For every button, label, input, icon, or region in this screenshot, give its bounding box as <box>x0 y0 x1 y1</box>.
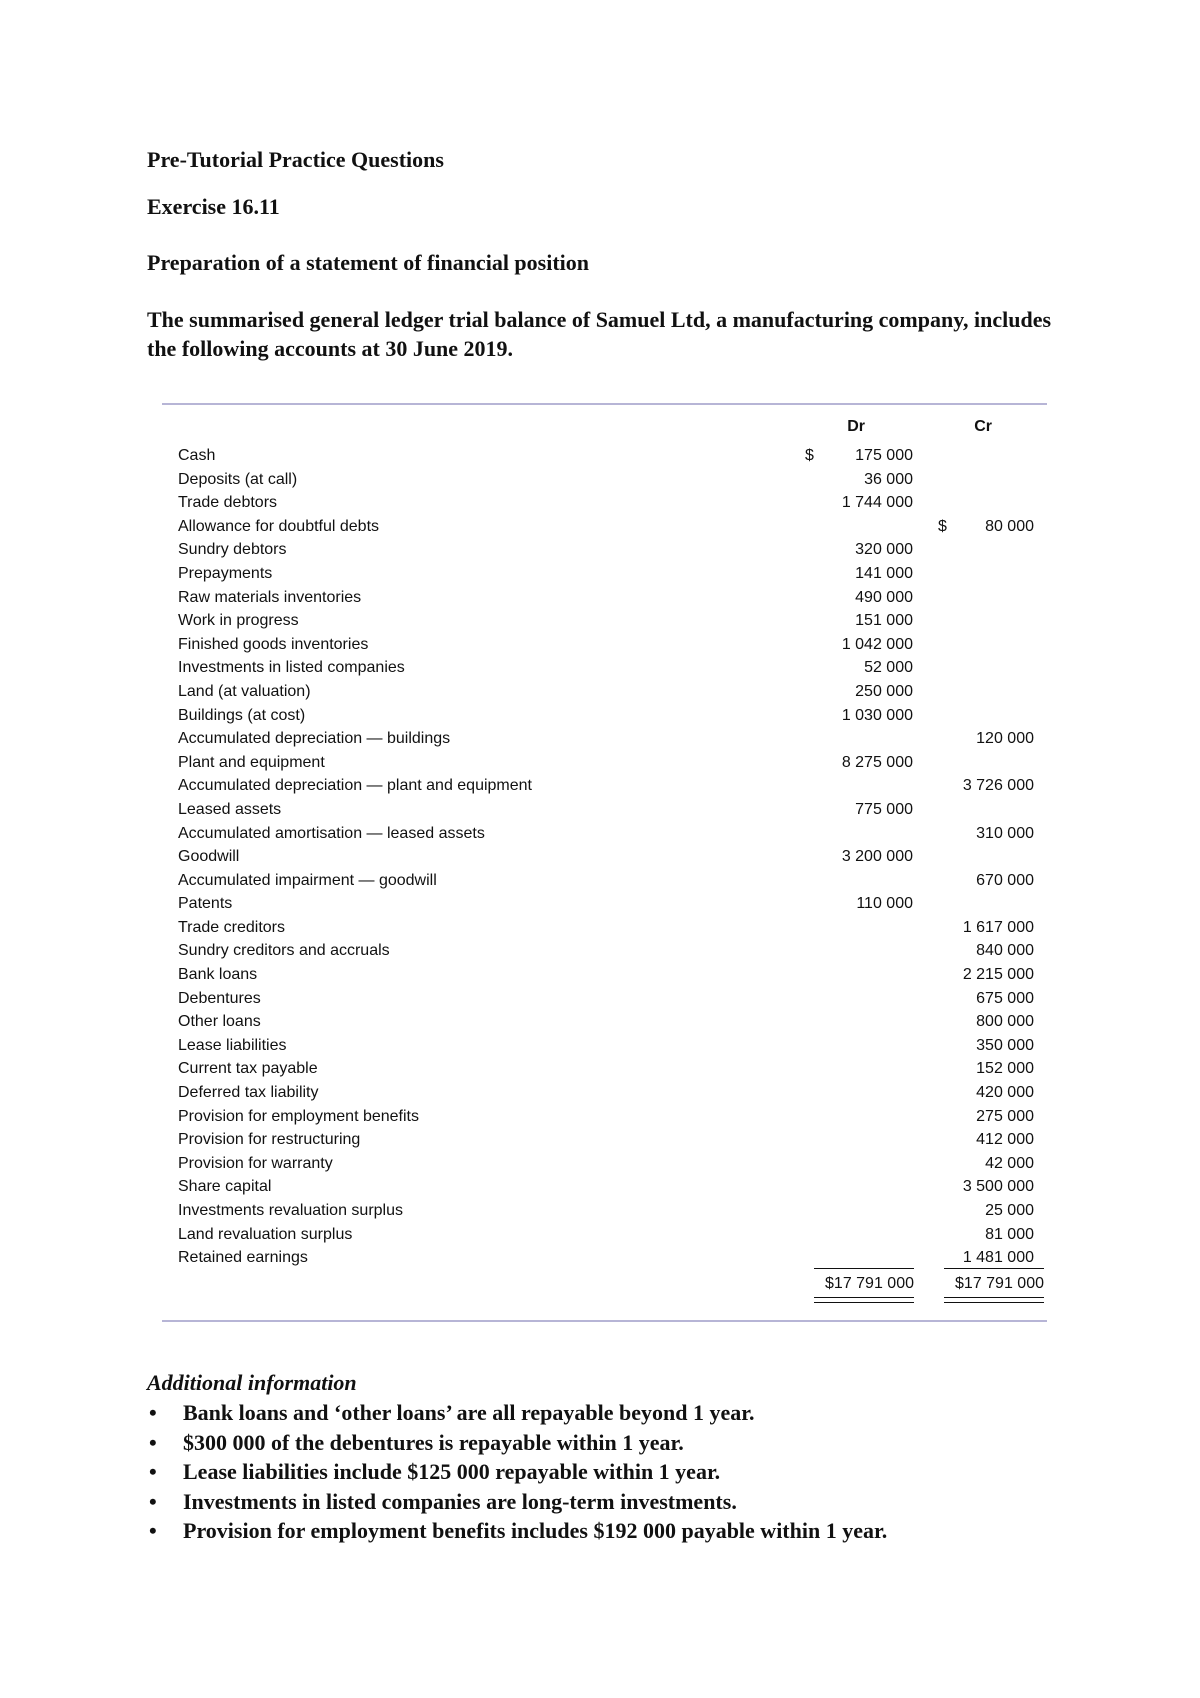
totals-row <box>178 1268 1047 1304</box>
cr-amount: 420 000 <box>976 1084 1034 1102</box>
account-name: Raw materials inventories <box>178 588 362 606</box>
account-name: Bank loans <box>178 966 258 984</box>
dr-amount: 1 042 000 <box>841 635 913 653</box>
cr-amount: 80 000 <box>985 517 1034 535</box>
list-item <box>147 1516 887 1546</box>
intro-paragraph: The summarised general ledger trial balance of Samuel Ltd, a manufacturing company, includes the following accounts at 30 June 2019. <box>147 307 1052 361</box>
account-name: Work in progress <box>178 612 299 630</box>
list-item <box>147 1457 887 1487</box>
account-name: Accumulated amortisation — leased assets <box>178 824 485 842</box>
cr-amount: 152 000 <box>976 1060 1034 1078</box>
cr-amount: 2 215 000 <box>962 966 1034 984</box>
account-name: Allowance for doubtful debts <box>178 517 380 535</box>
table-row <box>178 751 1047 775</box>
dr-amount: 3 200 000 <box>841 848 913 866</box>
cr-amount: 675 000 <box>976 989 1034 1007</box>
account-name: Lease liabilities <box>178 1036 287 1054</box>
list-item-text: Provision for employment benefits includes $192 000 payable within 1 year. <box>183 1518 888 1543</box>
table-row <box>178 1246 1047 1270</box>
dr-amount: 1 744 000 <box>841 494 913 512</box>
cr-amount: 275 000 <box>976 1107 1034 1125</box>
list-item <box>147 1487 887 1517</box>
table-row <box>178 822 1047 846</box>
account-name: Debentures <box>178 989 261 1007</box>
table-row <box>178 444 1047 468</box>
table-row <box>178 1034 1047 1058</box>
dr-amount: 151 000 <box>855 612 913 630</box>
dr-amount: 175 000 <box>855 447 913 464</box>
account-name: Current tax payable <box>178 1060 318 1078</box>
table-row <box>178 1223 1047 1247</box>
table-bottom-rule <box>162 1320 1047 1322</box>
account-name: Provision for restructuring <box>178 1131 361 1149</box>
cr-amount: 42 000 <box>985 1154 1034 1172</box>
account-name: Prepayments <box>178 564 273 582</box>
account-name: Cash <box>178 447 216 464</box>
account-name: Patents <box>178 895 233 913</box>
cr-amount: 310 000 <box>976 824 1034 842</box>
table-row <box>178 845 1047 869</box>
table-row <box>178 633 1047 657</box>
dr-amount: 8 275 000 <box>841 753 913 771</box>
account-name: Land revaluation surplus <box>178 1225 353 1243</box>
table-row <box>178 1128 1047 1152</box>
table-row <box>178 562 1047 586</box>
table-row <box>178 892 1047 916</box>
additional-info-title: Additional information <box>147 1370 357 1395</box>
dr-amount: 52 000 <box>864 659 913 677</box>
account-name: Goodwill <box>178 848 240 866</box>
table-row <box>178 1199 1047 1223</box>
account-name: Land (at valuation) <box>178 682 311 700</box>
bullet-icon: • <box>149 1429 157 1455</box>
table-row <box>178 1105 1047 1129</box>
table-row <box>178 1175 1047 1199</box>
dr-currency-sign: $ <box>805 447 814 464</box>
table-row <box>178 1081 1047 1105</box>
account-name: Accumulated impairment — goodwill <box>178 871 437 889</box>
cr-amount: 1 617 000 <box>962 918 1034 936</box>
task-heading: Preparation of a statement of financial position <box>147 250 590 275</box>
dr-column-header: Dr <box>847 418 865 435</box>
table-row <box>178 916 1047 940</box>
table-row <box>178 1010 1047 1034</box>
account-name: Trade creditors <box>178 918 285 936</box>
trial-balance-table <box>162 403 1047 1323</box>
table-row <box>178 798 1047 822</box>
cr-amount: 800 000 <box>976 1013 1034 1031</box>
cr-amount: 350 000 <box>976 1036 1034 1054</box>
dr-amount: 775 000 <box>855 800 913 818</box>
bullet-icon: • <box>149 1459 157 1484</box>
total-dr: $17 791 000 <box>814 1272 914 1296</box>
dr-amount: 141 000 <box>855 564 913 582</box>
list-item <box>147 1398 887 1428</box>
account-name: Provision for employment benefits <box>178 1107 419 1125</box>
list-item <box>147 1428 887 1458</box>
cr-amount: 81 000 <box>985 1225 1034 1243</box>
dr-amount: 320 000 <box>855 541 913 559</box>
table-row <box>178 680 1047 704</box>
table-row <box>178 774 1047 798</box>
total-cr: $17 791 000 <box>944 1272 1044 1296</box>
table-row <box>178 586 1047 610</box>
account-name: Provision for warranty <box>178 1154 333 1172</box>
cr-amount: 840 000 <box>976 942 1034 960</box>
account-name: Trade debtors <box>178 494 278 512</box>
table-row <box>178 609 1047 633</box>
additional-info-list <box>147 1398 887 1546</box>
account-name: Investments revaluation surplus <box>178 1202 403 1219</box>
account-name: Sundry debtors <box>178 541 287 559</box>
table-row <box>178 538 1047 562</box>
cr-amount: 670 000 <box>976 871 1034 889</box>
account-name: Deferred tax liability <box>178 1084 319 1102</box>
table-row <box>178 987 1047 1011</box>
table-row <box>178 1057 1047 1081</box>
table-row <box>178 656 1047 680</box>
dr-amount: 490 000 <box>855 588 913 606</box>
table-row <box>178 491 1047 515</box>
table-top-rule <box>162 403 1047 405</box>
table-row <box>178 515 1047 539</box>
account-name: Investments in listed companies <box>178 659 405 677</box>
list-item-text: Investments in listed companies are long-term investments. <box>183 1488 737 1514</box>
account-name: Leased assets <box>178 800 282 818</box>
account-name: Plant and equipment <box>178 753 325 771</box>
page-title: Pre-Tutorial Practice Questions <box>147 147 444 172</box>
account-name: Buildings (at cost) <box>178 706 306 724</box>
table-row <box>178 939 1047 963</box>
exercise-number: Exercise 16.11 <box>147 194 280 219</box>
account-name: Share capital <box>178 1178 272 1196</box>
account-name: Retained earnings <box>178 1249 308 1267</box>
table-row <box>178 869 1047 893</box>
table-row <box>178 1152 1047 1176</box>
cr-amount: 120 000 <box>976 730 1034 748</box>
cr-amount: 412 000 <box>976 1131 1034 1149</box>
list-item-text: $300 000 of the debentures is repayable within 1 year. <box>183 1429 684 1455</box>
table-body <box>178 444 1047 1270</box>
dr-amount: 250 000 <box>855 682 913 700</box>
bullet-icon: • <box>149 1488 157 1514</box>
cr-column-header: Cr <box>974 418 992 435</box>
account-name: Finished goods inventories <box>178 635 369 653</box>
account-name: Accumulated depreciation — buildings <box>178 730 451 748</box>
table-row <box>178 704 1047 728</box>
dr-amount: 110 000 <box>856 895 913 913</box>
account-name: Accumulated depreciation — plant and equipment <box>178 777 532 795</box>
table-row <box>178 468 1047 492</box>
account-name: Sundry creditors and accruals <box>178 942 390 960</box>
account-name: Deposits (at call) <box>178 470 298 488</box>
list-item-text: Bank loans and ‘other loans’ are all repayable beyond 1 year. <box>183 1400 755 1425</box>
cr-amount: 3 500 000 <box>962 1178 1034 1196</box>
dr-amount: 1 030 000 <box>841 706 913 724</box>
cr-currency-sign: $ <box>938 517 947 535</box>
cr-amount: 1 481 000 <box>962 1249 1034 1267</box>
bullet-icon: • <box>149 1400 157 1425</box>
cr-amount: 25 000 <box>985 1202 1034 1219</box>
cr-amount: 3 726 000 <box>962 777 1034 795</box>
bullet-icon: • <box>149 1518 157 1543</box>
list-item-text: Lease liabilities include $125 000 repayable within 1 year. <box>183 1459 721 1484</box>
dr-amount: 36 000 <box>864 470 913 488</box>
table-row <box>178 727 1047 751</box>
account-name: Other loans <box>178 1013 261 1031</box>
table-row <box>178 963 1047 987</box>
